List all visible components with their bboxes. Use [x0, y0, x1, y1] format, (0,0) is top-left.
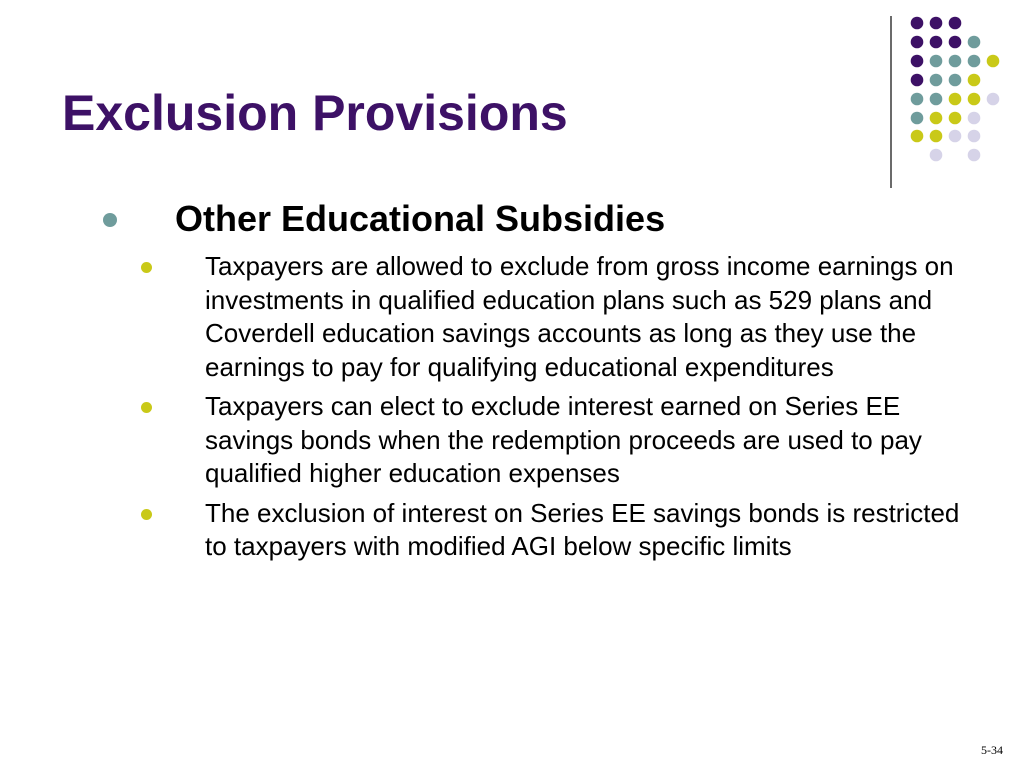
olive-bullet-icon — [141, 402, 152, 413]
page-number: 5-34 — [981, 743, 1003, 757]
bullet-level1 — [0, 196, 1024, 242]
teal-bullet-icon — [103, 213, 117, 227]
bullet-text: Taxpayers are allowed to exclude from gross income earnings on investments in qualified education plans such as 529 plans and Coverdell education savings accounts as long as they use the earnings to pay for qualifying educational expenditures — [205, 251, 954, 382]
bullet-level2 — [0, 390, 1024, 491]
title-divider — [890, 16, 892, 188]
bullet-level2 — [0, 250, 1024, 384]
slide-title: Exclusion Provisions — [62, 85, 568, 141]
dot-grid-icon — [906, 12, 1006, 172]
bullet-text: The exclusion of interest on Series EE savings bonds is restricted to taxpayers with modified AGI below specific limits — [205, 497, 960, 561]
section-heading: Other Educational Subsidies — [175, 198, 666, 239]
bullet-text: Taxpayers can elect to exclude interest earned on Series EE savings bonds when the redemption proceeds are used to pay qualified higher education expenses — [205, 391, 922, 488]
slide-content — [0, 196, 1024, 564]
olive-bullet-icon — [141, 509, 152, 520]
olive-bullet-icon — [141, 262, 152, 273]
bullet-level2 — [0, 497, 1024, 564]
